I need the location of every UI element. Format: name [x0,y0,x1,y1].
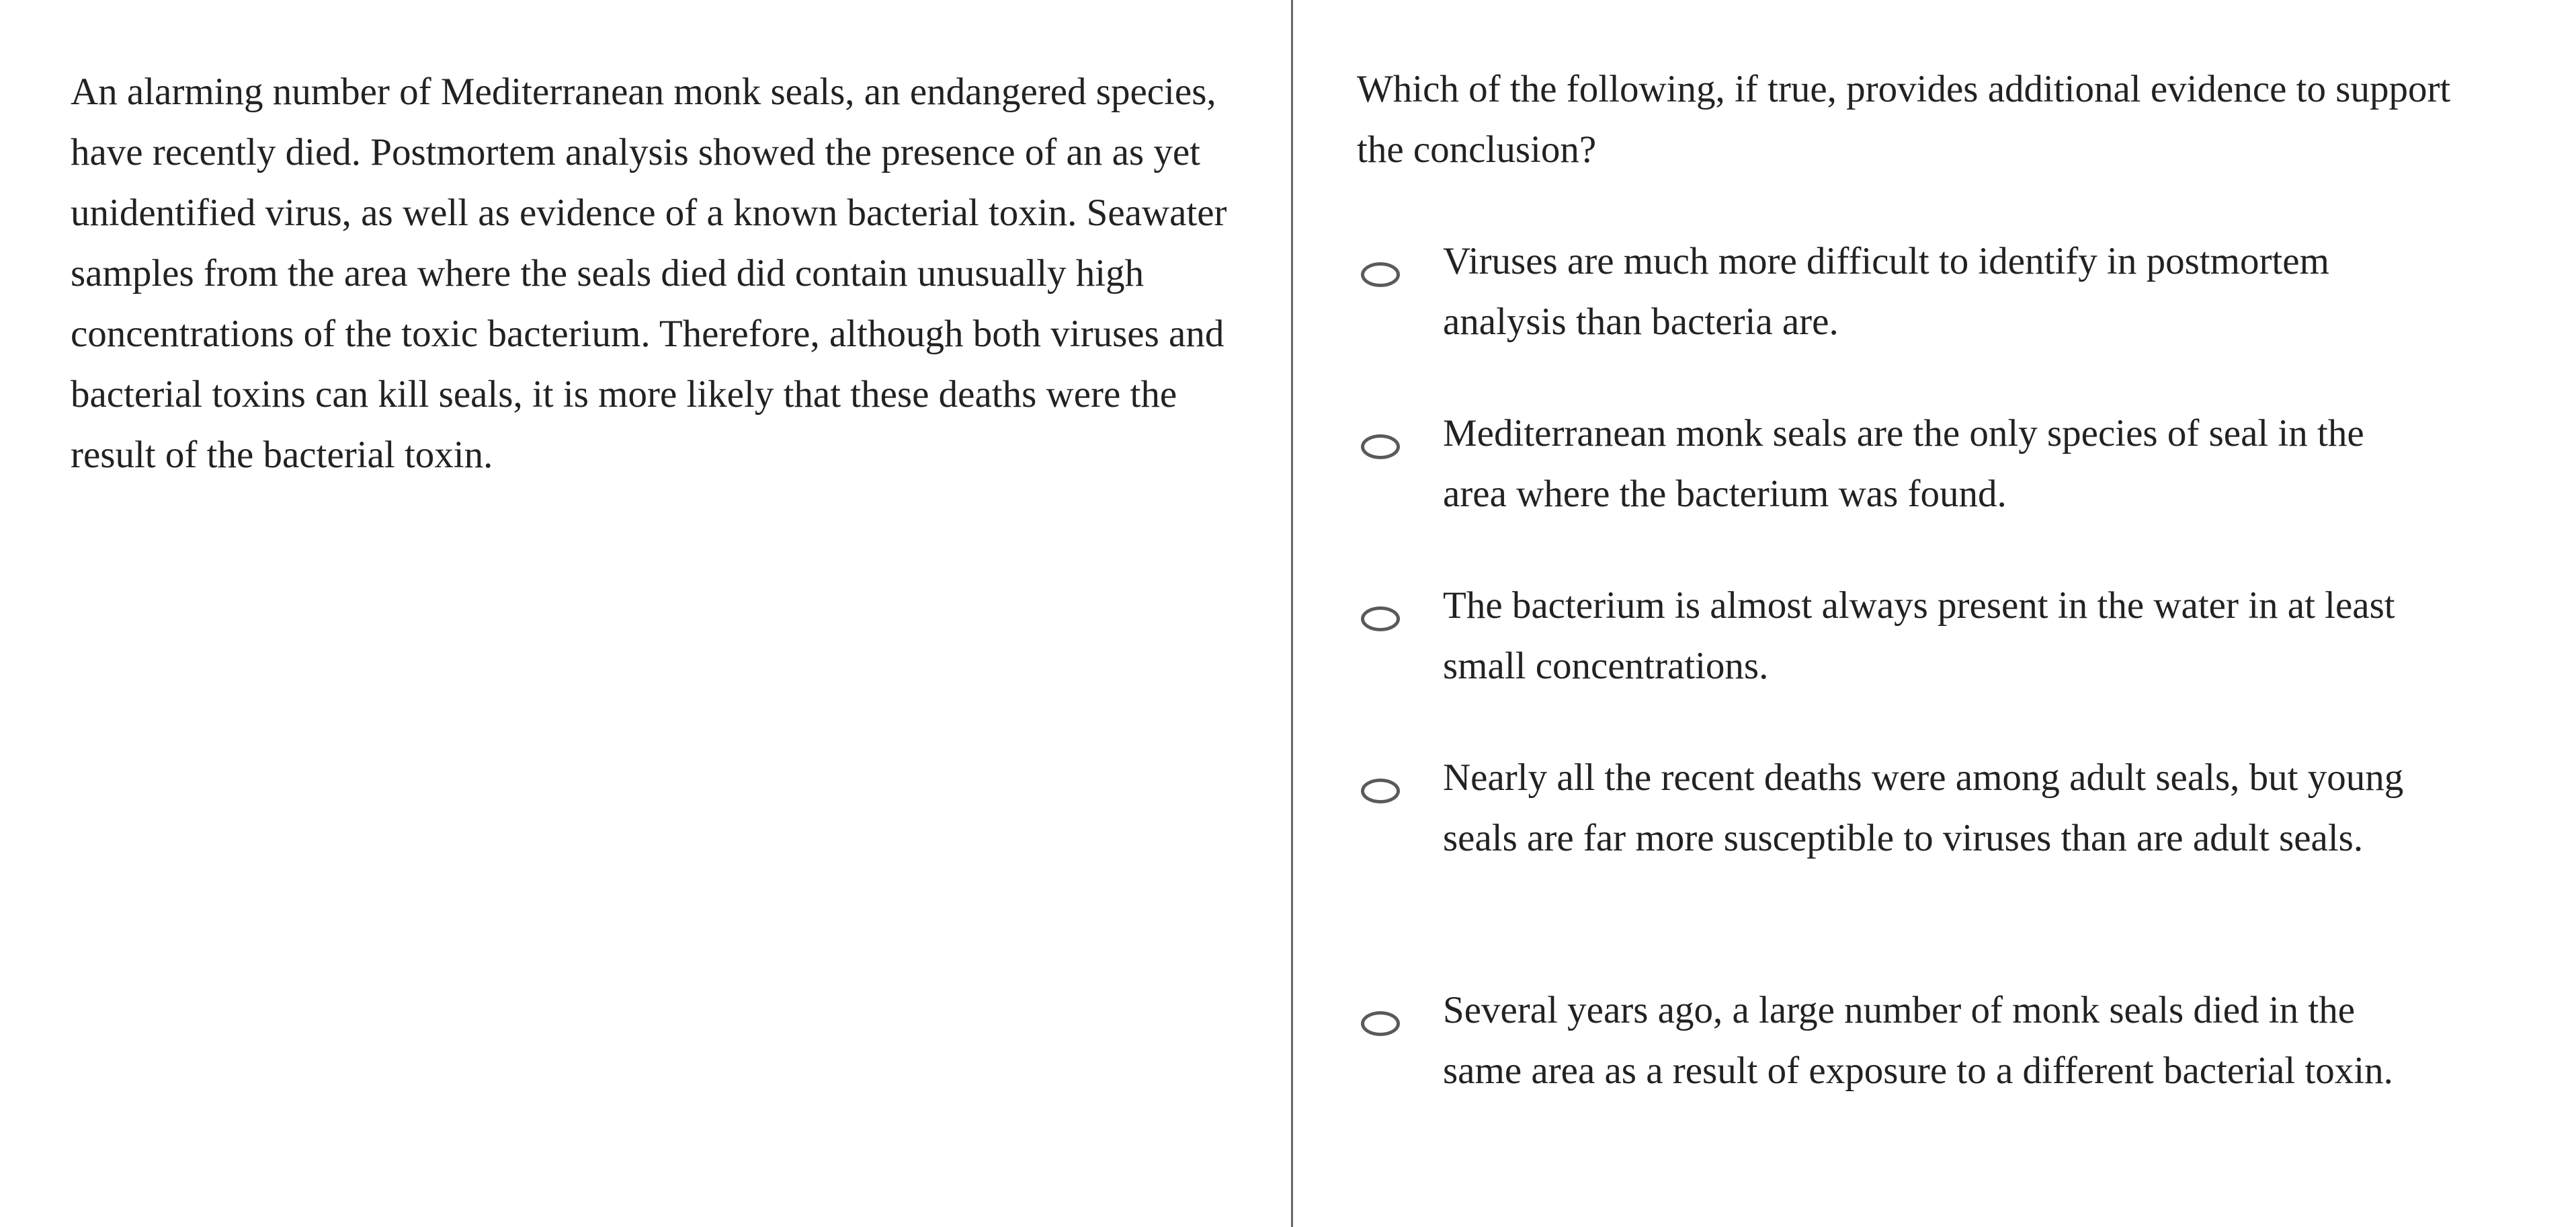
radio-button-b[interactable] [1361,434,1400,459]
radio-button-a[interactable] [1361,262,1400,287]
answer-choice-d-text: Nearly all the recent deaths were among adult seals, but young seals are far more susceptible to viruses than are adult seals. [1443,756,2404,859]
answer-choice-e-text: Several years ago, a large number of monk seals died in the same area as a result of exposure to a different bacterial toxin. [1443,989,2393,1092]
answer-choice-c-text: The bacterium is almost always present in the water in at least small concentrations. [1443,584,2395,687]
answer-choice-b-text: Mediterranean monk seals are the only species of seal in the area where the bacterium was found. [1443,412,2364,515]
radio-button-c[interactable] [1361,606,1400,631]
radio-button-d[interactable] [1361,779,1400,803]
panel-divider [1291,0,1293,1227]
answer-choice-a-text: Viruses are much more difficult to identify in postmortem analysis than bacteria are. [1443,240,2329,343]
radio-button-e[interactable] [1361,1011,1400,1036]
question-prompt: Which of the following, if true, provides additional evidence to support the conclusion? [1357,68,2451,171]
passage-text: An alarming number of Mediterranean monk seals, an endangered species, have recently died. Postmortem analysis showed the presence of an as yet unidentified virus, as well as evidence of a known bacterial toxin. Seawater samples from the area where the seals died did contain unusually high concentrations of the toxic bacterium. Therefore, although both viruses and bacterial toxins can kill seals, it is more likely that these deaths were the result of the bacterial toxin. [71,71,1227,476]
